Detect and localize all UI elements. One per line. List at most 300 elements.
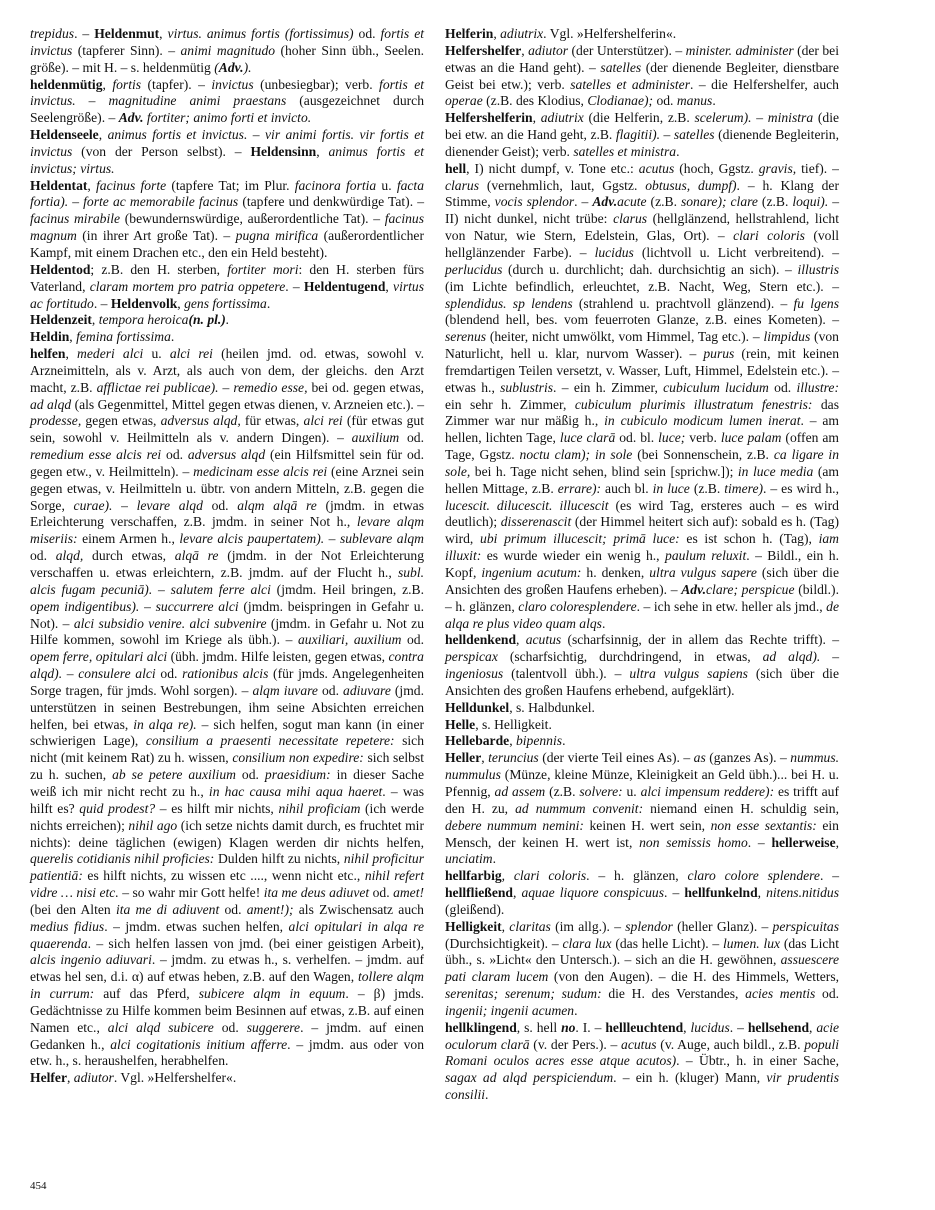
- definition-text: od. bl.: [615, 430, 659, 446]
- latin-text: nihil proficitur patientiā:: [30, 851, 424, 884]
- latin-text: scelerum). – ministra: [694, 110, 814, 126]
- definition-text: od.: [653, 93, 677, 109]
- definition-text: . – jmdm. zu etwas h., s. verhelfen. – jmdm. auf etwas hel sen, d.i. α) auf etwas heben, z.B. auf den Wagen,: [30, 952, 425, 985]
- latin-text: praesidium:: [264, 767, 331, 783]
- definition-text: (im allg.). –: [550, 918, 626, 934]
- latin-text: acute: [617, 194, 647, 210]
- definition-text: . – jmdm. auf einen Gedanken h.,: [30, 1019, 424, 1052]
- latin-text: adversus alqd: [187, 447, 266, 463]
- definition-text: . –: [819, 868, 839, 884]
- latin-text: noctu clam); in sole: [519, 447, 633, 463]
- definition-text: (sich über die Ansichten des großen Haufens erhebend, aufgeklärt).: [445, 666, 839, 698]
- latin-text: ament!);: [246, 901, 294, 917]
- latin-text: bipennis: [515, 733, 563, 749]
- definition-text: . –: [285, 278, 304, 294]
- latin-text: curae). – levare alqd: [73, 497, 203, 513]
- latin-text: claro coloresplendere: [518, 598, 637, 614]
- dictionary-entry: [445, 919, 839, 1020]
- latin-text: clari coloris: [733, 228, 805, 244]
- definition-text: (von Naturlicht, hell u. klar, nurvom Wasser). –: [445, 329, 839, 362]
- definition-text: ,: [65, 346, 78, 362]
- definition-text: (gleißend).: [445, 901, 505, 917]
- definition-text: . – ich sehe in etw. heller als jmd.,: [636, 598, 827, 614]
- headword: hellfließend: [445, 885, 513, 901]
- latin-text: Clodianae);: [587, 93, 654, 109]
- definition-text: (hellglänzend, hellstrahlend, licht von Natur, wie Stern, Edelstein, Glas, Ort). –: [445, 211, 839, 244]
- headword: Helfershelfer: [445, 42, 522, 58]
- latin-text: nummus. nummulus: [445, 750, 840, 783]
- definition-text: durch etwas,: [83, 548, 175, 564]
- definition-text: u.: [143, 346, 170, 362]
- definition-text: (bei den Alten: [30, 901, 116, 917]
- definition-text: (z.B.: [646, 194, 681, 210]
- definition-text: (z.B. des Klodius,: [482, 93, 588, 109]
- latin-text: populi Romani oculos acres esse atque acutos): [445, 1036, 839, 1069]
- latin-text: claram mortem pro patria oppetere: [89, 278, 286, 294]
- latin-text: sublustris: [500, 379, 554, 395]
- latin-text: perspicuitas: [772, 918, 839, 934]
- definition-text: u.: [622, 783, 641, 799]
- latin-text: serenus: [445, 329, 487, 345]
- definition-text: . –: [74, 26, 95, 41]
- definition-text: (offen am Tage, Ggstz.: [445, 430, 839, 463]
- definition-text: keinen H. wert sein,: [583, 817, 711, 833]
- latin-text: consilium non expedire:: [232, 750, 364, 766]
- latin-text: facta fortia). – forte ac memorabile facinus: [30, 177, 424, 210]
- definition-text: (strahlend u. prachtvoll glänzend). –: [572, 295, 794, 311]
- latin-text: teruncius: [488, 750, 539, 766]
- latin-text: sonare);: [680, 194, 727, 210]
- latin-text: fu lgens: [793, 295, 840, 311]
- latin-text: cubiculum plurimis illustratum fenestris:: [574, 396, 813, 412]
- definition-text: auch bl.: [601, 480, 653, 496]
- latin-text: satelles: [600, 59, 642, 75]
- definition-text: ,: [516, 632, 526, 648]
- definition-text: . – h. Klang der Stimme,: [445, 177, 839, 210]
- dictionary-entry: [445, 110, 839, 161]
- definition-text: od.: [161, 447, 188, 463]
- latin-text: levare alqm miseriis:: [30, 514, 425, 547]
- definition-text: ,: [177, 295, 185, 311]
- definition-text: (bei Sonnenschein, z.B.: [632, 447, 774, 463]
- definition-text: ,: [512, 885, 522, 901]
- definition-text: (das helle Licht). –: [611, 935, 724, 951]
- headword: Helldunkel: [445, 699, 510, 715]
- latin-text: consilium a praesenti necessitate repetere:: [145, 733, 395, 749]
- headword: Heldensinn: [250, 143, 317, 159]
- definition-text: .: [676, 143, 680, 159]
- latin-text: tollere alqm in currum:: [30, 969, 424, 1002]
- latin-text: virtus. animus fortis (fortissimus): [167, 26, 354, 41]
- latin-text: mederi alci: [77, 346, 144, 362]
- definition-text: ,: [316, 143, 329, 159]
- latin-text: loqui). –: [792, 194, 839, 210]
- right-column: [445, 26, 839, 1104]
- abbreviation: (n. pl.): [188, 312, 226, 328]
- latin-text: splendidus. sp lendens: [445, 295, 573, 311]
- latin-text: animus fortis et invictus. – vir animi fortis. vir fortis et invictus: [30, 127, 425, 159]
- definition-text: (heller Glanz). –: [672, 918, 773, 934]
- definition-text: (der Himmel heitert sich auf): sobald es h. (Tag) wird,: [445, 514, 839, 547]
- latin-text: alqā re: [174, 548, 219, 564]
- latin-text: contra alqd). – consulere alci: [30, 649, 424, 682]
- latin-text: clarus: [445, 177, 479, 193]
- definition-text: (eine Arznei sein gegen etwas, v. Heilmitteln u. übtr. von andern Mitteln, z.B. gegen die Sorge,: [30, 463, 424, 513]
- definition-text: , s. Halbdunkel.: [509, 699, 595, 715]
- definition-text: bei od. gegen etwas,: [307, 379, 425, 395]
- latin-text: clarus: [613, 211, 648, 227]
- abbreviation: no: [561, 1019, 576, 1035]
- definition-text: einem Armen h.,: [77, 531, 180, 547]
- definition-text: das Zimmer war nur mäßig h.,: [445, 396, 839, 429]
- definition-text: (rein, mit keinen fremdartigen Teilen versetzt, v. Wasser, Luft, Himmel, Edelstein etc.). – etwas h.,: [445, 346, 839, 395]
- latin-text: lucidus: [690, 1019, 730, 1035]
- definition-text: . – die Helfershelfer, auch: [689, 76, 839, 92]
- latin-text: levare alcis paupertatem). – sublevare alqm: [179, 531, 424, 547]
- latin-text: illustre:: [796, 379, 839, 395]
- definition-text: ,: [69, 329, 77, 345]
- latin-text: subicere alqm in equum: [198, 986, 346, 1002]
- latin-text: lucidus: [594, 244, 634, 260]
- definition-text: Dulden hilft zu nichts,: [214, 851, 344, 867]
- definition-text: (lichtvoll u. Licht verbreitend). –: [633, 244, 839, 260]
- left-column: [30, 26, 424, 1087]
- latin-text: ca ligare in sole,: [445, 447, 839, 479]
- definition-text: od.: [317, 682, 344, 698]
- dictionary-entry: [445, 1020, 839, 1104]
- definition-text: (die bei etw. an die Hand geht, z.B.: [445, 110, 840, 143]
- definition-text: . –: [664, 885, 685, 901]
- definition-text: (v. Auge, auch bildl., z.B.: [656, 1036, 805, 1052]
- latin-text: iam illuxit:: [445, 531, 839, 564]
- latin-text: in hac causa mihi aqua haeret: [208, 783, 383, 799]
- definition-text: . – jmdm. etwas suchen helfen,: [104, 918, 289, 934]
- latin-text: splendor: [625, 918, 673, 934]
- definition-text: ,: [683, 1019, 691, 1035]
- latin-text: clare: [730, 194, 758, 210]
- definition-text: (tapfer). –: [141, 76, 212, 92]
- headword: Heldenseele: [30, 127, 99, 143]
- dictionary-entry: [30, 1070, 424, 1087]
- latin-text: nihil ago: [128, 817, 178, 833]
- latin-text: lucescit. dilucescit. illucescit: [445, 497, 609, 513]
- definition-text: (scharfsinnig, der in allem das Rechte trifft). –: [561, 632, 840, 648]
- definition-text: ,: [493, 26, 501, 41]
- latin-text: de alqa re plus video quam alqs: [445, 598, 840, 631]
- definition-text: : den H. sterben fürs Vaterland,: [30, 261, 424, 294]
- definition-text: (Durchsichtigkeit). –: [445, 935, 563, 951]
- latin-text: facinora fortia: [294, 177, 377, 193]
- latin-text: suggerere: [246, 1019, 301, 1035]
- dictionary-entry: [30, 262, 424, 313]
- latin-text: serenitas; serenum; sudum:: [445, 986, 602, 1002]
- definition-text: (in ihrer Art große Tat). –: [76, 228, 236, 244]
- definition-text: sich selbst zu h. suchen,: [30, 750, 424, 783]
- dictionary-entry: [445, 632, 839, 699]
- latin-text: sagax ad alqd perspiciendum: [445, 1070, 614, 1086]
- headword: helfen: [30, 346, 66, 362]
- definition-text: u.: [376, 177, 397, 193]
- definition-text: . – h. glänzen,: [586, 868, 688, 884]
- latin-text: acutus: [638, 160, 675, 176]
- latin-text: quid prodest?: [79, 800, 156, 816]
- definition-text: ,: [98, 127, 108, 143]
- latin-text: flagitii). – satelles: [615, 127, 715, 143]
- definition-text: ,: [809, 1019, 817, 1035]
- latin-text: facinus mirabile: [30, 211, 121, 227]
- headword: Heldenzeit: [30, 312, 92, 328]
- latin-text: animus fortis et invictus; virtus.: [30, 143, 424, 176]
- latin-text: in luce: [652, 480, 690, 496]
- abbreviation: Adv.: [218, 59, 244, 75]
- latin-text: illustris: [797, 261, 839, 277]
- definition-text: ,: [66, 1070, 74, 1086]
- latin-text: unciatim: [445, 851, 493, 867]
- latin-text: facinus forte: [96, 177, 167, 193]
- latin-text: nihil refert vidre … nisi etc.: [30, 868, 424, 901]
- definition-text: ,: [509, 733, 516, 749]
- latin-text: .: [225, 312, 230, 328]
- definition-text: (talentvoll übh.). –: [503, 666, 630, 682]
- definition-text: od.: [399, 430, 424, 446]
- definition-text: (am hellen Mittage, z.B.: [445, 463, 839, 496]
- latin-text: ita me di adiuvent: [115, 901, 220, 917]
- latin-text: as: [693, 750, 706, 766]
- definition-text: ein Mensch, der keinen H. wert ist,: [445, 817, 839, 850]
- definition-text: . – was hilft es?: [30, 783, 424, 816]
- latin-text: acie oculorum clarā: [445, 1019, 840, 1052]
- definition-text: (z.B.: [545, 783, 580, 799]
- definition-text: (unbesiegbar); verb.: [253, 76, 380, 92]
- definition-text: (hoch, Ggstz.: [674, 160, 759, 176]
- latin-text: alci rei: [303, 413, 343, 429]
- latin-text: aquae liquore conspicuus: [521, 885, 664, 901]
- definition-text: es trifft auf den H. zu,: [445, 783, 839, 816]
- latin-text: auxilium: [351, 430, 400, 446]
- latin-text: in luce media: [737, 463, 814, 479]
- headword: hellfarbig: [445, 868, 502, 884]
- definition-text: ,: [835, 834, 840, 850]
- latin-text: amet!: [393, 885, 425, 901]
- latin-text: satelles et administer: [570, 76, 690, 92]
- definition-text: . – jmdm. aus oder von etw. h., s. heraushelfen, herabhelfen.: [30, 1036, 424, 1069]
- headword: hellsehend: [747, 1019, 810, 1035]
- definition-text: (es wird Tag, ersteres auch – es wird deutlich);: [445, 497, 839, 530]
- latin-text: alci impensum reddere):: [640, 783, 775, 799]
- definition-text: sich helfen, sogut man kann (in einer schwierigen Lage),: [30, 716, 425, 749]
- latin-text: timere): [724, 480, 763, 496]
- abbreviation: Adv.: [592, 194, 618, 210]
- definition-text: , s. Helligkeit.: [475, 716, 552, 732]
- definition-text: , I) nicht dumpf, v. Tone etc.:: [466, 160, 639, 176]
- dictionary-entry: [30, 329, 424, 346]
- definition-text: niemand einen H. schuldig sein,: [643, 800, 839, 816]
- latin-text: ad assem: [494, 783, 546, 799]
- latin-text: animi magnitudo: [180, 42, 276, 58]
- latin-text: querelis cotidianis nihil proficies:: [30, 851, 215, 867]
- definition-text: .: [170, 329, 175, 345]
- definition-text: (ich setze nichts damit durch, es fruchtet mir nichts): deine täglichen (ewigen) Klagen werden dir nichts helfen,: [30, 817, 424, 850]
- headword: Heldentat: [30, 177, 88, 193]
- latin-text: trepidus: [30, 26, 75, 41]
- latin-text: cubiculum lucidum: [663, 379, 769, 395]
- latin-text: vir prudentis consilii: [445, 1070, 839, 1103]
- latin-text: luce palam: [720, 430, 782, 446]
- definition-text: od.: [353, 26, 381, 41]
- definition-text: (außerordentlicher Kampf, mit einem Drachen etc., den ein Held besteht).: [30, 228, 424, 260]
- latin-text: satelles et ministra: [573, 143, 677, 159]
- dictionary-entry: [445, 161, 839, 633]
- latin-text: gravis,: [758, 160, 797, 176]
- headword: Heller: [445, 750, 482, 766]
- latin-text: opem ferre, opitulari alci: [30, 649, 168, 665]
- latin-text: acies mentis: [745, 986, 816, 1002]
- latin-text: in cubiculo modicum lumen inerat: [604, 413, 801, 429]
- definition-text: .: [712, 93, 716, 109]
- definition-text: (als Gegenmittel, Mittel gegen etwas dienen, v. Arzneien etc.). –: [71, 396, 424, 412]
- dictionary-entry: [445, 868, 839, 919]
- latin-text: claro colore splendere: [687, 868, 820, 884]
- latin-text: ingenii; ingenii acumen: [445, 1002, 575, 1018]
- definition-text: (hoher Sinn übh., Seelen. größe). – mit H. – s. heldenmütig: [30, 42, 425, 75]
- headword: Helferin: [445, 26, 494, 41]
- latin-text: clari coloris: [513, 868, 587, 884]
- latin-text: alqm iuvare: [252, 682, 318, 698]
- latin-text: luce clarā: [559, 430, 616, 446]
- headword: Helle: [445, 716, 476, 732]
- definition-text: .: [485, 1087, 489, 1103]
- definition-text: od.: [30, 548, 56, 564]
- latin-text: clara lux: [562, 935, 612, 951]
- definition-text: (durch u. durchlicht; dah. durchsichtig an sich). –: [502, 261, 798, 277]
- definition-text: ,: [385, 278, 394, 294]
- definition-text: . Vgl. »Helfershelferin«.: [543, 26, 677, 41]
- definition-text: II) nicht dunkel, nicht trübe:: [445, 211, 614, 227]
- definition-text: (z.B.: [757, 194, 793, 210]
- definition-text: (vernehmlich, laut, Ggstz.: [478, 177, 646, 193]
- latin-text: fortiter; animo forti et invicto.: [143, 110, 312, 126]
- latin-text: limpidus: [763, 329, 811, 345]
- dictionary-entry: [445, 700, 839, 717]
- latin-text: ab se petere auxilium: [112, 767, 236, 783]
- definition-text: (ausgezeichnet durch Seelengröße). –: [30, 93, 424, 126]
- definition-text: h. denken,: [581, 565, 650, 580]
- definition-text: (ein Hilfsmittel sein für od. gegen etw., v. Heilmitteln). –: [30, 447, 424, 479]
- latin-text: minister. administer: [685, 42, 794, 58]
- definition-text: .: [562, 733, 566, 749]
- latin-text: ingenium acutum:: [481, 565, 582, 580]
- latin-text: alcis ingenio adiuvari: [30, 952, 152, 968]
- latin-text: ad nummum convenit:: [515, 800, 644, 816]
- headword: hellklingend: [445, 1019, 517, 1035]
- latin-text: adiutor: [528, 42, 569, 58]
- latin-text: claritas: [509, 918, 551, 934]
- headword: Heldenvolk: [110, 295, 178, 311]
- definition-text: (der bei etwas an die Hand geht). –: [445, 42, 839, 75]
- definition-text: . I. –: [575, 1019, 606, 1035]
- definition-text: tief). –: [796, 160, 839, 176]
- definition-text: es hilft nichts, zu wissen etc ...., wenn nicht etc.,: [82, 868, 365, 884]
- definition-text: . – ein h. (kluger) Mann,: [613, 1070, 767, 1086]
- dictionary-entry: [445, 750, 839, 868]
- latin-text: ubi primum illucescit; primā luce:: [480, 531, 680, 547]
- latin-text: afflictae rei publicae). – remedio esse,: [96, 379, 308, 395]
- definition-text: es wurde wieder ein wenig h.,: [481, 548, 666, 564]
- latin-text: prodesse,: [30, 413, 82, 429]
- definition-text: auf das Pferd,: [94, 986, 199, 1002]
- definition-text: (von den Augen). – die H. des Himmels, Wetters,: [548, 969, 840, 985]
- headword: helldenkend: [445, 632, 517, 648]
- definition-text: verb.: [685, 430, 721, 446]
- definition-text: od.: [815, 986, 840, 1002]
- definition-text: (der Unterstützer). –: [568, 42, 686, 58]
- latin-text: fortiter mori: [227, 261, 299, 277]
- definition-text: (für etwas gut sein, sowohl v. Heilmitteln als v. andern Dingen). –: [30, 413, 424, 446]
- latin-text: non semissis homo: [639, 834, 748, 850]
- definition-text: (dienende Begleiterin, dienender Geist); verb.: [445, 127, 839, 159]
- latin-text: gens fortissima: [184, 295, 267, 311]
- dictionary-entry: [445, 43, 839, 110]
- latin-text: femina fortissima: [76, 329, 171, 345]
- headword: Heldentugend: [303, 278, 386, 294]
- definition-text: ,: [501, 868, 514, 884]
- definition-text: für etwas,: [240, 413, 304, 429]
- definition-text: . – am hellen, lichten Tage,: [445, 413, 839, 446]
- latin-text: solvere:: [579, 783, 623, 799]
- definition-text: . Vgl. »Helfershelfer«.: [113, 1070, 237, 1086]
- definition-text: .: [492, 851, 496, 867]
- definition-text: (das Licht übh., s. »Licht« den Untersch.). – sich an die H. gewöhnen,: [445, 935, 839, 968]
- definition-text: (jmdm. in Gefahr u. Not zu Hilfe kommen, sowohl im Kriege als übh.). –: [30, 615, 425, 648]
- latin-text: disserenascit: [500, 514, 572, 530]
- dictionary-entry: [30, 26, 424, 77]
- definition-text: (der dienende Begleiter, dienstbare Geist bei etw.); verb.: [445, 59, 839, 92]
- definition-text: in dieser Sache weiß ich mir nicht recht zu h.,: [30, 767, 424, 799]
- latin-text: ad alqd: [30, 396, 72, 412]
- latin-text: vocis splendor: [494, 194, 575, 210]
- headword: Helligkeit: [445, 918, 502, 934]
- definition-text: (bildl.). – h. glänzen,: [445, 581, 839, 614]
- latin-text: alci rei: [169, 346, 213, 362]
- latin-text: lumen. lux: [723, 935, 781, 951]
- headword: Heldenmut: [94, 26, 160, 41]
- dictionary-entry: [30, 312, 424, 329]
- definition-text: ; z.B. den H. sterben,: [90, 261, 228, 277]
- latin-text: assuescere pati claram lucem: [445, 952, 839, 985]
- latin-text: subl. alcis fugam pecuniā). – salutem ferre alci: [30, 565, 424, 597]
- dictionary-entry: [30, 127, 424, 178]
- definition-text: (scharfsichtig, durchdringend, in etwas,: [497, 649, 763, 665]
- dictionary-entry: [445, 717, 839, 734]
- latin-text: fortis et invictus: [30, 26, 425, 58]
- definition-text: . –: [747, 834, 772, 850]
- definition-text: (voll hellglänzender Farbe). –: [445, 228, 839, 260]
- definition-text: ein sehr h. Zimmer,: [445, 396, 575, 412]
- latin-text: ita me deus adiuvet: [263, 885, 370, 901]
- definition-text: die H. des Verstandes,: [601, 986, 746, 1002]
- definition-text: (heilen jmd. od. etwas, sowohl v. Arzneimitteln, als v. Arzt, als auch von dem, der gleichs. den Arzt macht, z.B.: [30, 346, 425, 395]
- latin-text: virtus ac fortitudo: [30, 278, 424, 311]
- definition-text: .: [601, 615, 606, 631]
- definition-text: . –: [729, 1019, 748, 1035]
- headword: hell: [445, 160, 467, 176]
- latin-text: acutus: [621, 1036, 657, 1052]
- definition-text: ,: [481, 750, 489, 766]
- latin-text: auxiliari, auxilium: [298, 632, 402, 648]
- dictionary-entry: [30, 346, 424, 1070]
- latin-text: invictus: [211, 76, 254, 92]
- latin-text: rationibus alcis: [182, 666, 269, 682]
